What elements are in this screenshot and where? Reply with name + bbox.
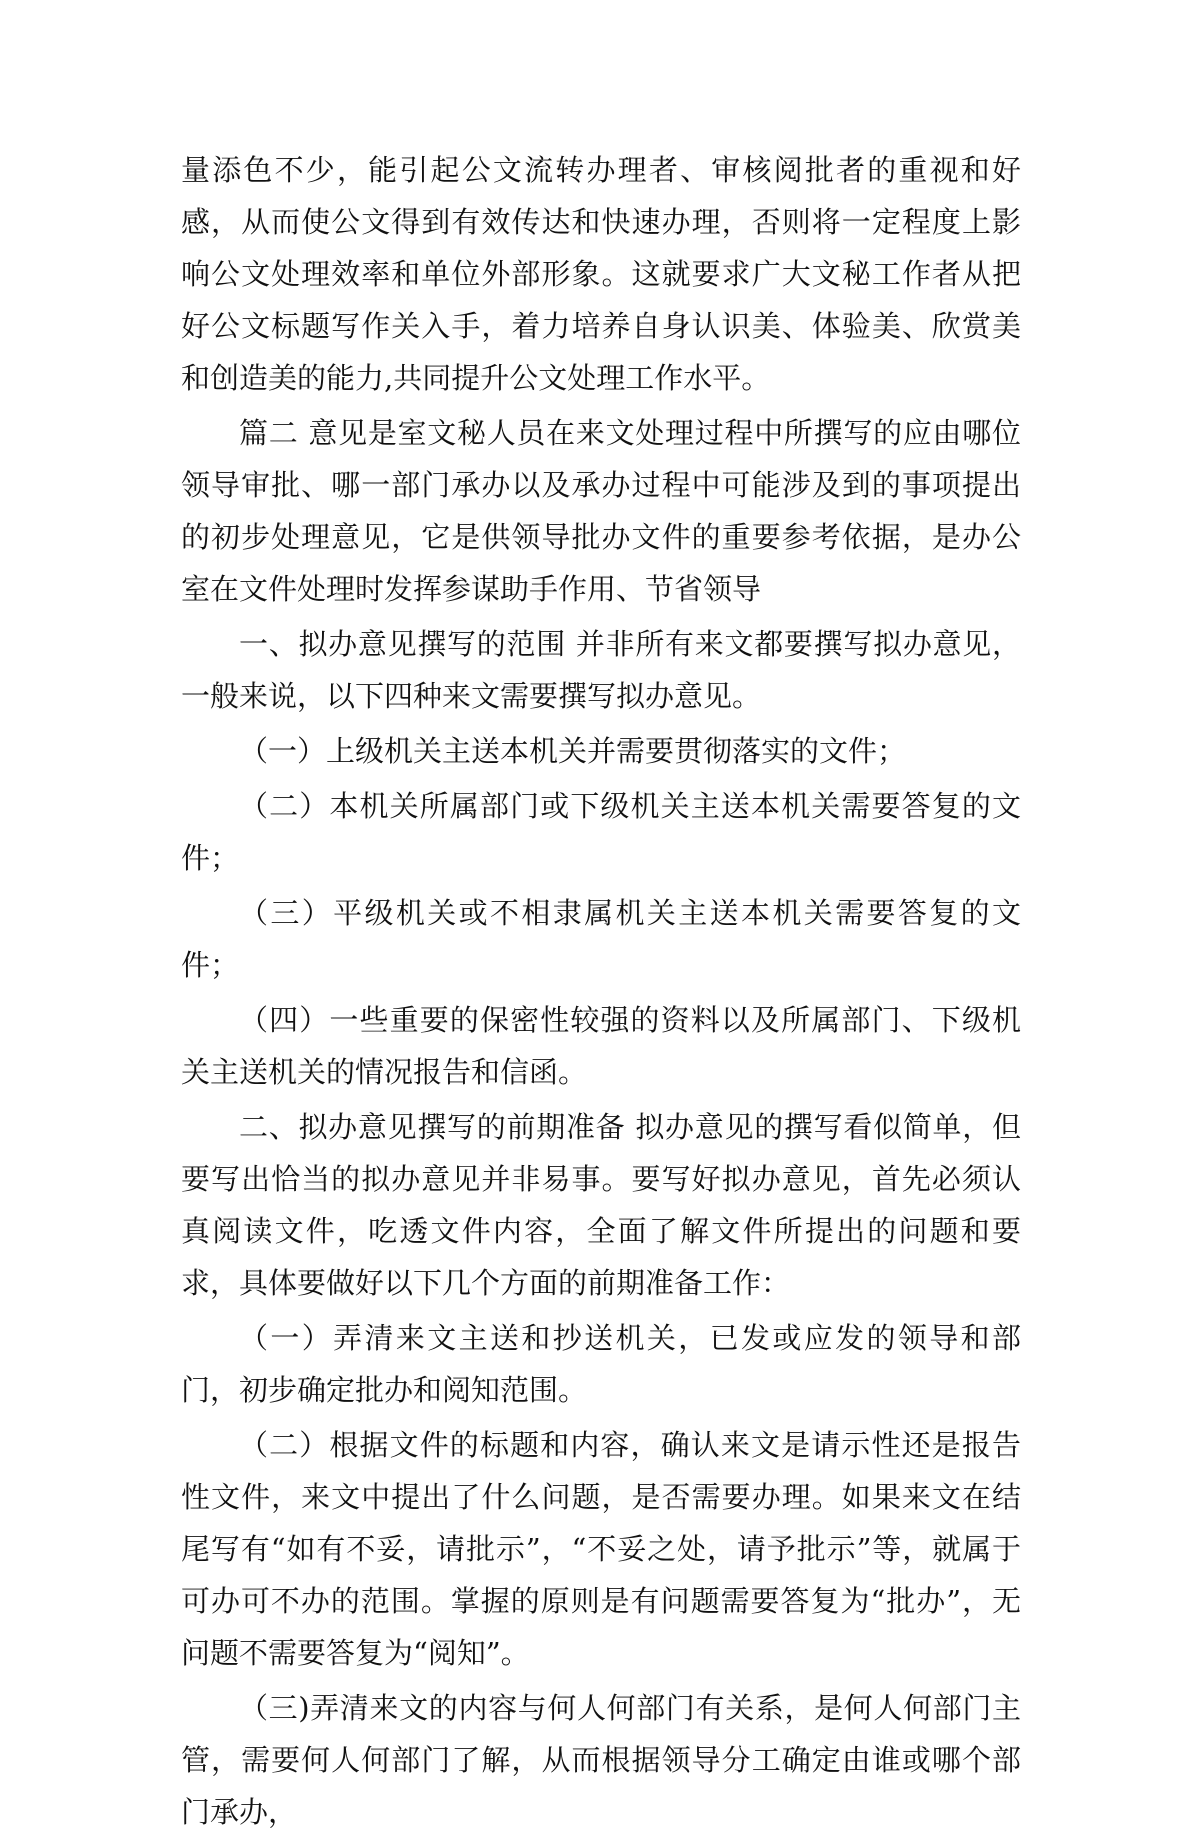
paragraph-11: （三)弄清来文的内容与何人何部门有关系，是何人何部门主管，需要何人何部门了解，从而根据领导分工确定由谁或哪个部门承办，: [181, 1691, 1021, 1829]
paragraph-2: 篇二 意见是室文秘人员在来文处理过程中所撰写的应由哪位领导审批、哪一部门承办以及承办过程中可能涉及到的事项提出的初步处理意见，它是供领导批办文件的重要参考依据，是办公室在文件处理时发挥参谋助手作用、节省领导: [181, 416, 1021, 606]
paragraph-7: （四）一些重要的保密性较强的资料以及所属部门、下级机关主送机关的情况报告和信函。: [181, 1003, 1021, 1089]
paragraph-1: 量添色不少，能引起公文流转办理者、审核阅批者的重视和好感，从而使公文得到有效传达和快速办理，否则将一定程度上影响公文处理效率和单位外部形象。这就要求广大文秘工作者从把好公文标题写作关入手，着力培养自身认识美、体验美、欣赏美和创造美的能力,共同提升公文处理工作水平。: [181, 153, 1021, 395]
paragraph-9: （一）弄清来文主送和抄送机关，已发或应发的领导和部门，初步确定批办和阅知范围。: [181, 1321, 1021, 1407]
paragraph-10: （二）根据文件的标题和内容，确认来文是请示性还是报告性文件，来文中提出了什么问题，是否需要办理。如果来文在结尾写有“如有不妥，请批示”，“不妥之处，请予批示”等，就属于可办可不办的范围。掌握的原则是有问题需要答复为“批办”，无问题不需要答复为“阅知”。: [181, 1428, 1021, 1670]
paragraph-8: 二、拟办意见撰写的前期准备 拟办意见的撰写看似简单，但要写出恰当的拟办意见并非易事。要写好拟办意见，首先必须认真阅读文件，吃透文件内容，全面了解文件所提出的问题和要求，具体要做好以下几个方面的前期准备工作：: [181, 1110, 1021, 1300]
document-body: [181, 144, 1021, 1841]
paragraph-5: （二）本机关所属部门或下级机关主送本机关需要答复的文件；: [181, 789, 1021, 875]
paragraph-4: （一）上级机关主送本机关并需要贯彻落实的文件；: [239, 734, 907, 768]
paragraph-3: 一、拟办意见撰写的范围 并非所有来文都要撰写拟办意见，一般来说，以下四种来文需要撰写拟办意见。: [181, 627, 1021, 713]
paragraph-6: （三）平级机关或不相隶属机关主送本机关需要答复的文件；: [181, 896, 1021, 982]
